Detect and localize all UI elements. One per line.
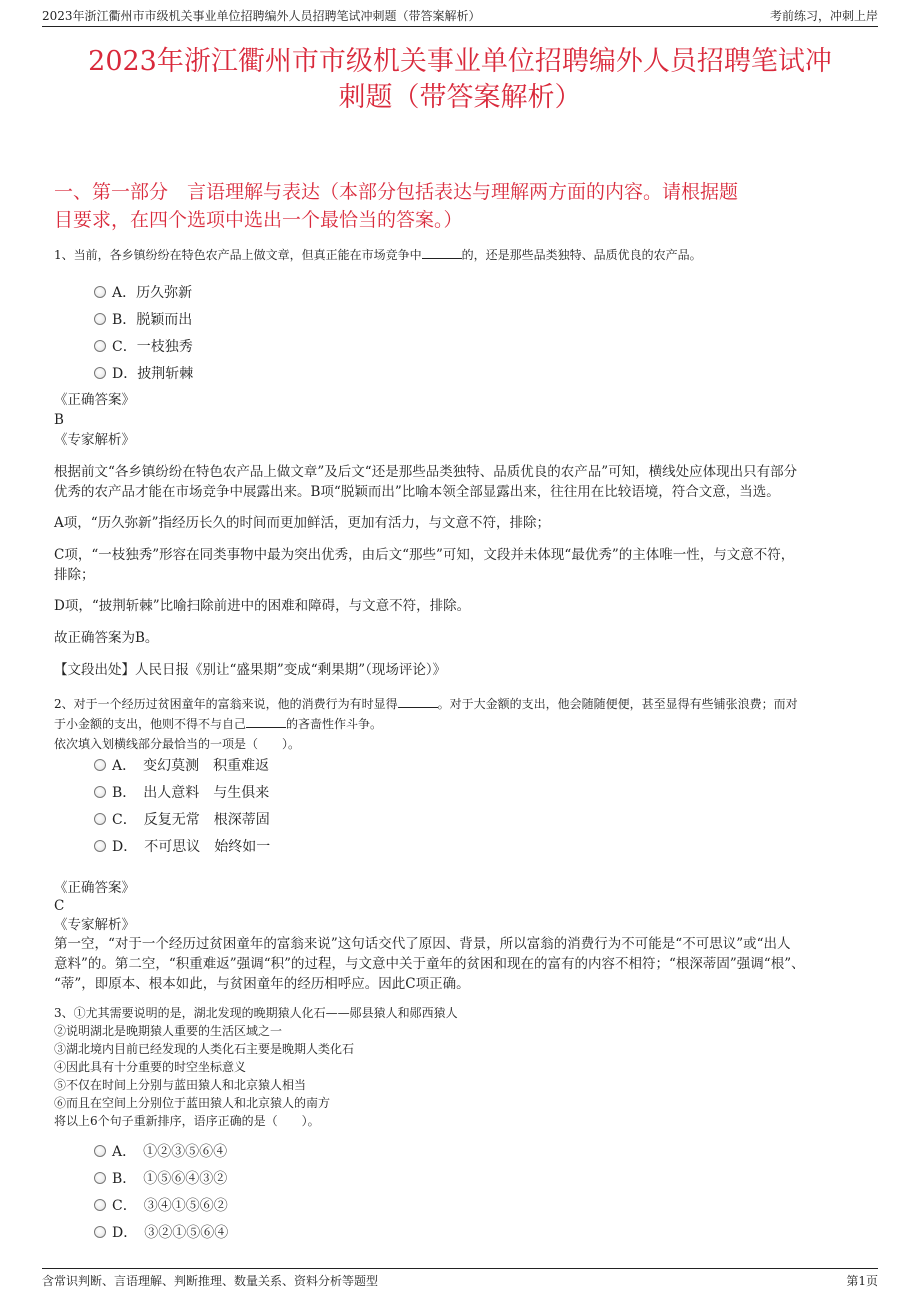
q2-option-c-label: C． 反复无常 根深蒂固 [112,812,270,828]
q1-option-a-label: A．历久弥新 [112,285,193,301]
q1-analysis-2: A项，“历久弥新”指经历长久的时间而更加鲜活，更加有活力，与文意不符，排除； [54,515,551,531]
title-line-1: 2023年浙江衢州市市级机关事业单位招聘编外人员招聘笔试冲 [88,46,832,77]
q2-blank-1 [398,695,438,708]
q1-option-b-label: B．脱颖而出 [112,312,193,328]
q1-option-a[interactable] [94,283,192,303]
header-doc-title: 2023年浙江衢州市市级机关事业单位招聘编外人员招聘笔试冲刺题（带答案解析） [42,9,481,23]
radio-icon[interactable] [94,840,106,852]
q1-stem-part-b: 的，还是那些品类独特、品质优良的农产品。 [461,248,702,262]
radio-icon[interactable] [94,759,106,771]
q2-analysis-1: 第一空，“对于一个经历过贫困童年的富翁来说”这句话交代了原因、背景，所以富翁的消费行为不可能是“不可思议”或“出人 [54,936,791,952]
q1-analysis-1a: 根据前文“各乡镇纷纷在特色农产品上做文章”及后文“还是那些品类独特、品质优良的农产品”可知，横线处应体现出只有部分 [54,464,798,480]
q1-answer-label: 《正确答案》 [54,392,135,408]
section-heading-line-2: 目要求，在四个选项中选出一个最恰当的答案。） [54,209,463,231]
q2-option-b[interactable] [94,783,269,803]
q1-analysis-3b: 排除； [54,567,95,583]
q1-answer: B [54,412,64,428]
q3-option-c-label: C． ③④①⑤⑥② [112,1198,228,1214]
radio-icon[interactable] [94,1145,106,1157]
q2-stem-line-1 [54,695,866,713]
q2-stem-2b: 的吝啬性作斗争。 [286,717,383,731]
page-footer [42,1268,878,1289]
q3-line-6: ⑥而且在空间上分别位于蓝田猿人和北京猿人的南方 [54,1096,331,1110]
footer-note: 含常识判断、言语理解、判断推理、数量关系、资料分析等题型 [42,1274,379,1288]
q1-analysis-3a: C项，“一枝独秀”形容在同类事物中最为突出优秀，由后文“那些”可知，文段并未体现“最优秀”的主体唯一性，与文意不符， [54,547,795,563]
title-line-2: 刺题（带答案解析） [338,82,582,113]
q2-analysis-label: 《专家解析》 [54,917,135,933]
q2-stem-2a: 于小金额的支出，他则不得不与自己 [54,717,247,731]
q2-option-a-label: A． 变幻莫测 积重难返 [112,758,270,774]
q3-stem [54,1004,866,1130]
q1-analysis-1b: 优秀的农产品才能在市场竞争中展露出来。B项“脱颖而出”比喻本领全部显露出来，往往用在比较语境，符合文意，当选。 [54,484,780,500]
radio-icon[interactable] [94,340,106,352]
header-slogan: 考前练习，冲刺上岸 [769,9,878,23]
radio-icon[interactable] [94,367,106,379]
radio-icon[interactable] [94,313,106,325]
q3-option-d[interactable] [94,1223,228,1243]
q1-option-c[interactable] [94,337,193,357]
q2-stem-1b: 。对于大金额的支出，他会随随便便，甚至显得有些铺张浪费；而对 [437,697,798,711]
q3-line-3: ③湖北境内目前已经发现的人类化石主要是晚期人类化石 [54,1042,355,1056]
q3-option-b[interactable] [94,1169,227,1189]
q3-option-b-label: B． ①⑤⑥④③② [112,1171,228,1187]
section-heading [54,178,866,234]
q1-analysis-5: 故正确答案为B。 [54,630,159,646]
q3-line-4: ④因此具有十分重要的时空坐标意义 [54,1060,247,1074]
q1-option-d-label: D．披荆斩棘 [112,366,194,382]
q2-stem-1a: 2、对于一个经历过贫困童年的富翁来说，他的消费行为有时显得 [54,697,398,711]
q1-source: 【文段出处】人民日报《别让“盛果期”变成“剩果期”（现场评论）》 [54,662,447,678]
q1-analysis-label: 《专家解析》 [54,432,135,448]
q2-option-d[interactable] [94,837,270,857]
q2-answer-label: 《正确答案》 [54,880,135,896]
q2-analysis-2: 意料”的。第二空，“积重难返”强调“积”的过程，与文意中关于童年的贫困和现在的富有的内容不相符；“根深蒂固”强调“根”、 [54,956,805,972]
radio-icon[interactable] [94,286,106,298]
q1-analysis-paragraph-3 [54,545,866,585]
page-header [42,8,878,27]
q1-option-d[interactable] [94,364,193,384]
q2-option-b-label: B． 出人意料 与生俱来 [112,785,270,801]
q1-analysis-4: D项，“披荆斩棘”比喻扫除前进中的困难和障碍，与文意不符，排除。 [54,598,471,614]
page-number: 第1页 [846,1274,878,1288]
q2-stem-line-3: 依次填入划横线部分最恰当的一项是（ ）。 [54,737,301,751]
radio-icon[interactable] [94,1172,106,1184]
q1-stem [54,246,866,264]
radio-icon[interactable] [94,1226,106,1238]
q1-blank [422,246,462,259]
q2-analysis-3: “蒂”，即原本、根本如此，与贫困童年的经历相呼应。因此C项正确。 [54,976,470,992]
q2-stem-line-2 [54,715,866,733]
q3-option-a-label: A． ①②③⑤⑥④ [112,1144,228,1160]
section-heading-line-1: 一、第一部分 言语理解与表达（本部分包括表达与理解两方面的内容。请根据题 [54,181,739,203]
q3-line-1: 3、①尤其需要说明的是，湖北发现的晚期猿人化石——郧县猿人和郧西猿人 [54,1006,458,1020]
q3-line-5: ⑤不仅在时间上分别与蓝田猿人和北京猿人相当 [54,1078,307,1092]
q2-analysis [54,934,866,994]
q3-line-7: 将以上6个句子重新排序，语序正确的是（ ）。 [54,1114,320,1128]
page-title [40,44,880,116]
q3-line-2: ②说明湖北是晚期猿人重要的生活区域之一 [54,1024,283,1038]
radio-icon[interactable] [94,1199,106,1211]
q2-option-a[interactable] [94,756,269,776]
q3-option-d-label: D． ③②①⑤⑥④ [112,1225,229,1241]
q2-option-d-label: D． 不可思议 始终如一 [112,839,271,855]
radio-icon[interactable] [94,786,106,798]
q3-option-c[interactable] [94,1196,228,1216]
q1-stem-part-a: 1、当前，各乡镇纷纷在特色农产品上做文章，但真正能在市场竞争中 [54,248,422,262]
radio-icon[interactable] [94,813,106,825]
q1-analysis-paragraph-1 [54,462,866,502]
q2-option-c[interactable] [94,810,270,830]
q1-option-c-label: C．一枝独秀 [112,339,193,355]
q3-option-a[interactable] [94,1142,227,1162]
q1-option-b[interactable] [94,310,192,330]
q2-blank-2 [246,715,286,728]
q2-answer: C [54,898,65,914]
